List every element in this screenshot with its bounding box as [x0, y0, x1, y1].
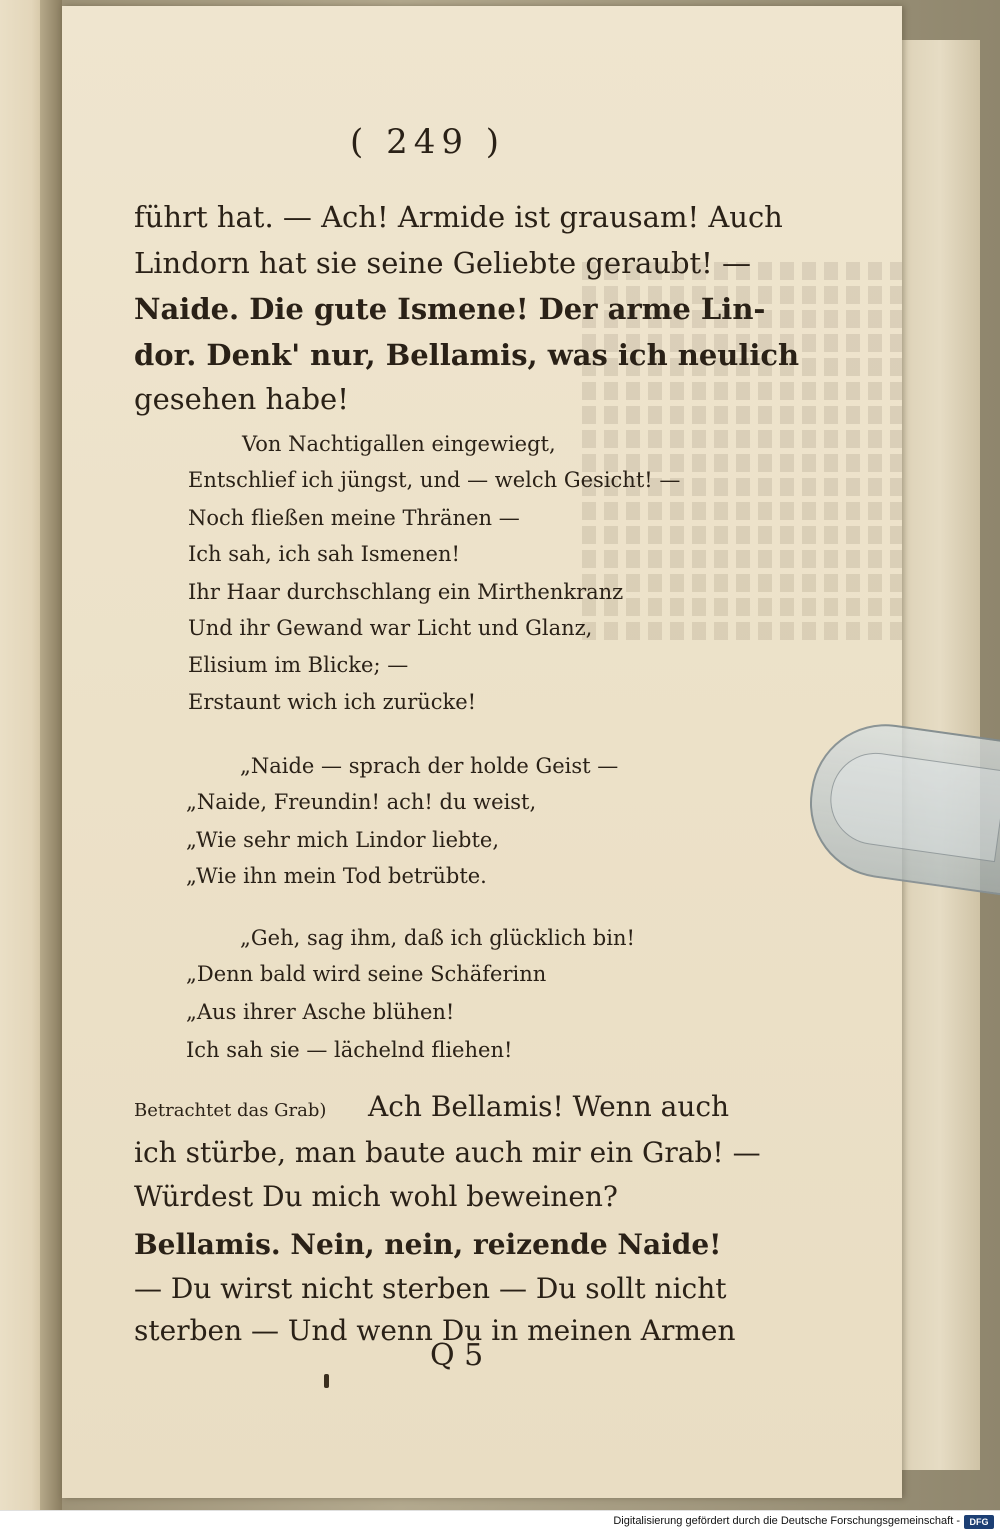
- text-line-2: Lindorn hat sie seine Geliebte geraubt! —: [134, 246, 752, 280]
- text-line-7: ich stürbe, man baute auch mir ein Grab! —: [134, 1136, 761, 1169]
- verse-line-9: „Naide — sprach der holde Geist —: [240, 754, 619, 778]
- stage-direction: Betrachtet das Grab): [134, 1100, 327, 1121]
- digitization-footer: [0, 1510, 1000, 1534]
- verse-line-10: „Naide, Freundin! ach! du weist,: [186, 790, 537, 814]
- verse-line-3: Noch fließen meine Thränen —: [188, 506, 520, 530]
- verse-line-16: Ich sah sie — lächelnd fliehen!: [186, 1038, 513, 1062]
- verse-line-4: Ich sah, ich sah Ismenen!: [188, 542, 460, 566]
- verse-line-7: Elisium im Blicke; —: [188, 653, 409, 677]
- page-number: ( 249 ): [350, 122, 506, 162]
- page-clip-inner: [825, 747, 1000, 862]
- verse-line-15: „Aus ihrer Asche blühen!: [186, 1000, 455, 1024]
- text-line-4: dor. Denk' nur, Bellamis, was ich neulich: [134, 338, 800, 372]
- text-line-8: Würdest Du mich wohl beweinen?: [134, 1180, 618, 1213]
- verse-line-8: Erstaunt wich ich zurücke!: [188, 690, 477, 714]
- text-line-6: Ach Bellamis! Wenn auch: [368, 1090, 730, 1123]
- verse-line-11: „Wie sehr mich Lindor liebte,: [186, 828, 500, 852]
- signature-mark: Q 5: [430, 1338, 484, 1373]
- dfg-logo: [964, 1515, 994, 1529]
- verse-line-6: Und ihr Gewand war Licht und Glanz,: [188, 616, 593, 640]
- verse-line-14: „Denn bald wird seine Schäferinn: [186, 962, 547, 986]
- text-line-10: — Du wirst nicht sterben — Du sollt nicht: [134, 1272, 727, 1305]
- ink-spot: [324, 1374, 329, 1388]
- text-line-5: gesehen habe!: [134, 382, 349, 416]
- verse-line-2: Entschlief ich jüngst, und — welch Gesicht! —: [188, 468, 681, 492]
- footer-credit: Digitalisierung gefördert durch die Deutsche Forschungsgemeinschaft -: [613, 1515, 960, 1527]
- dfg-logo-label: DFG: [969, 1517, 989, 1527]
- verse-line-1: Von Nachtigallen eingewiegt,: [242, 432, 556, 456]
- verse-line-5: Ihr Haar durchschlang ein Mirthenkranz: [188, 580, 624, 604]
- text-line-1: führt hat. — Ach! Armide ist grausam! Auch: [134, 200, 783, 234]
- book-gutter: [40, 0, 62, 1510]
- bleed-through-text: [582, 256, 902, 1076]
- verse-line-12: „Wie ihn mein Tod betrübte.: [186, 864, 487, 888]
- text-line-11: sterben — Und wenn Du in meinen Armen: [134, 1314, 736, 1347]
- verse-line-13: „Geh, sag ihm, daß ich glücklich bin!: [240, 926, 635, 950]
- text-line-9: Bellamis. Nein, nein, reizende Naide!: [134, 1228, 722, 1261]
- text-line-3: Naide. Die gute Ismene! Der arme Lin-: [134, 292, 766, 326]
